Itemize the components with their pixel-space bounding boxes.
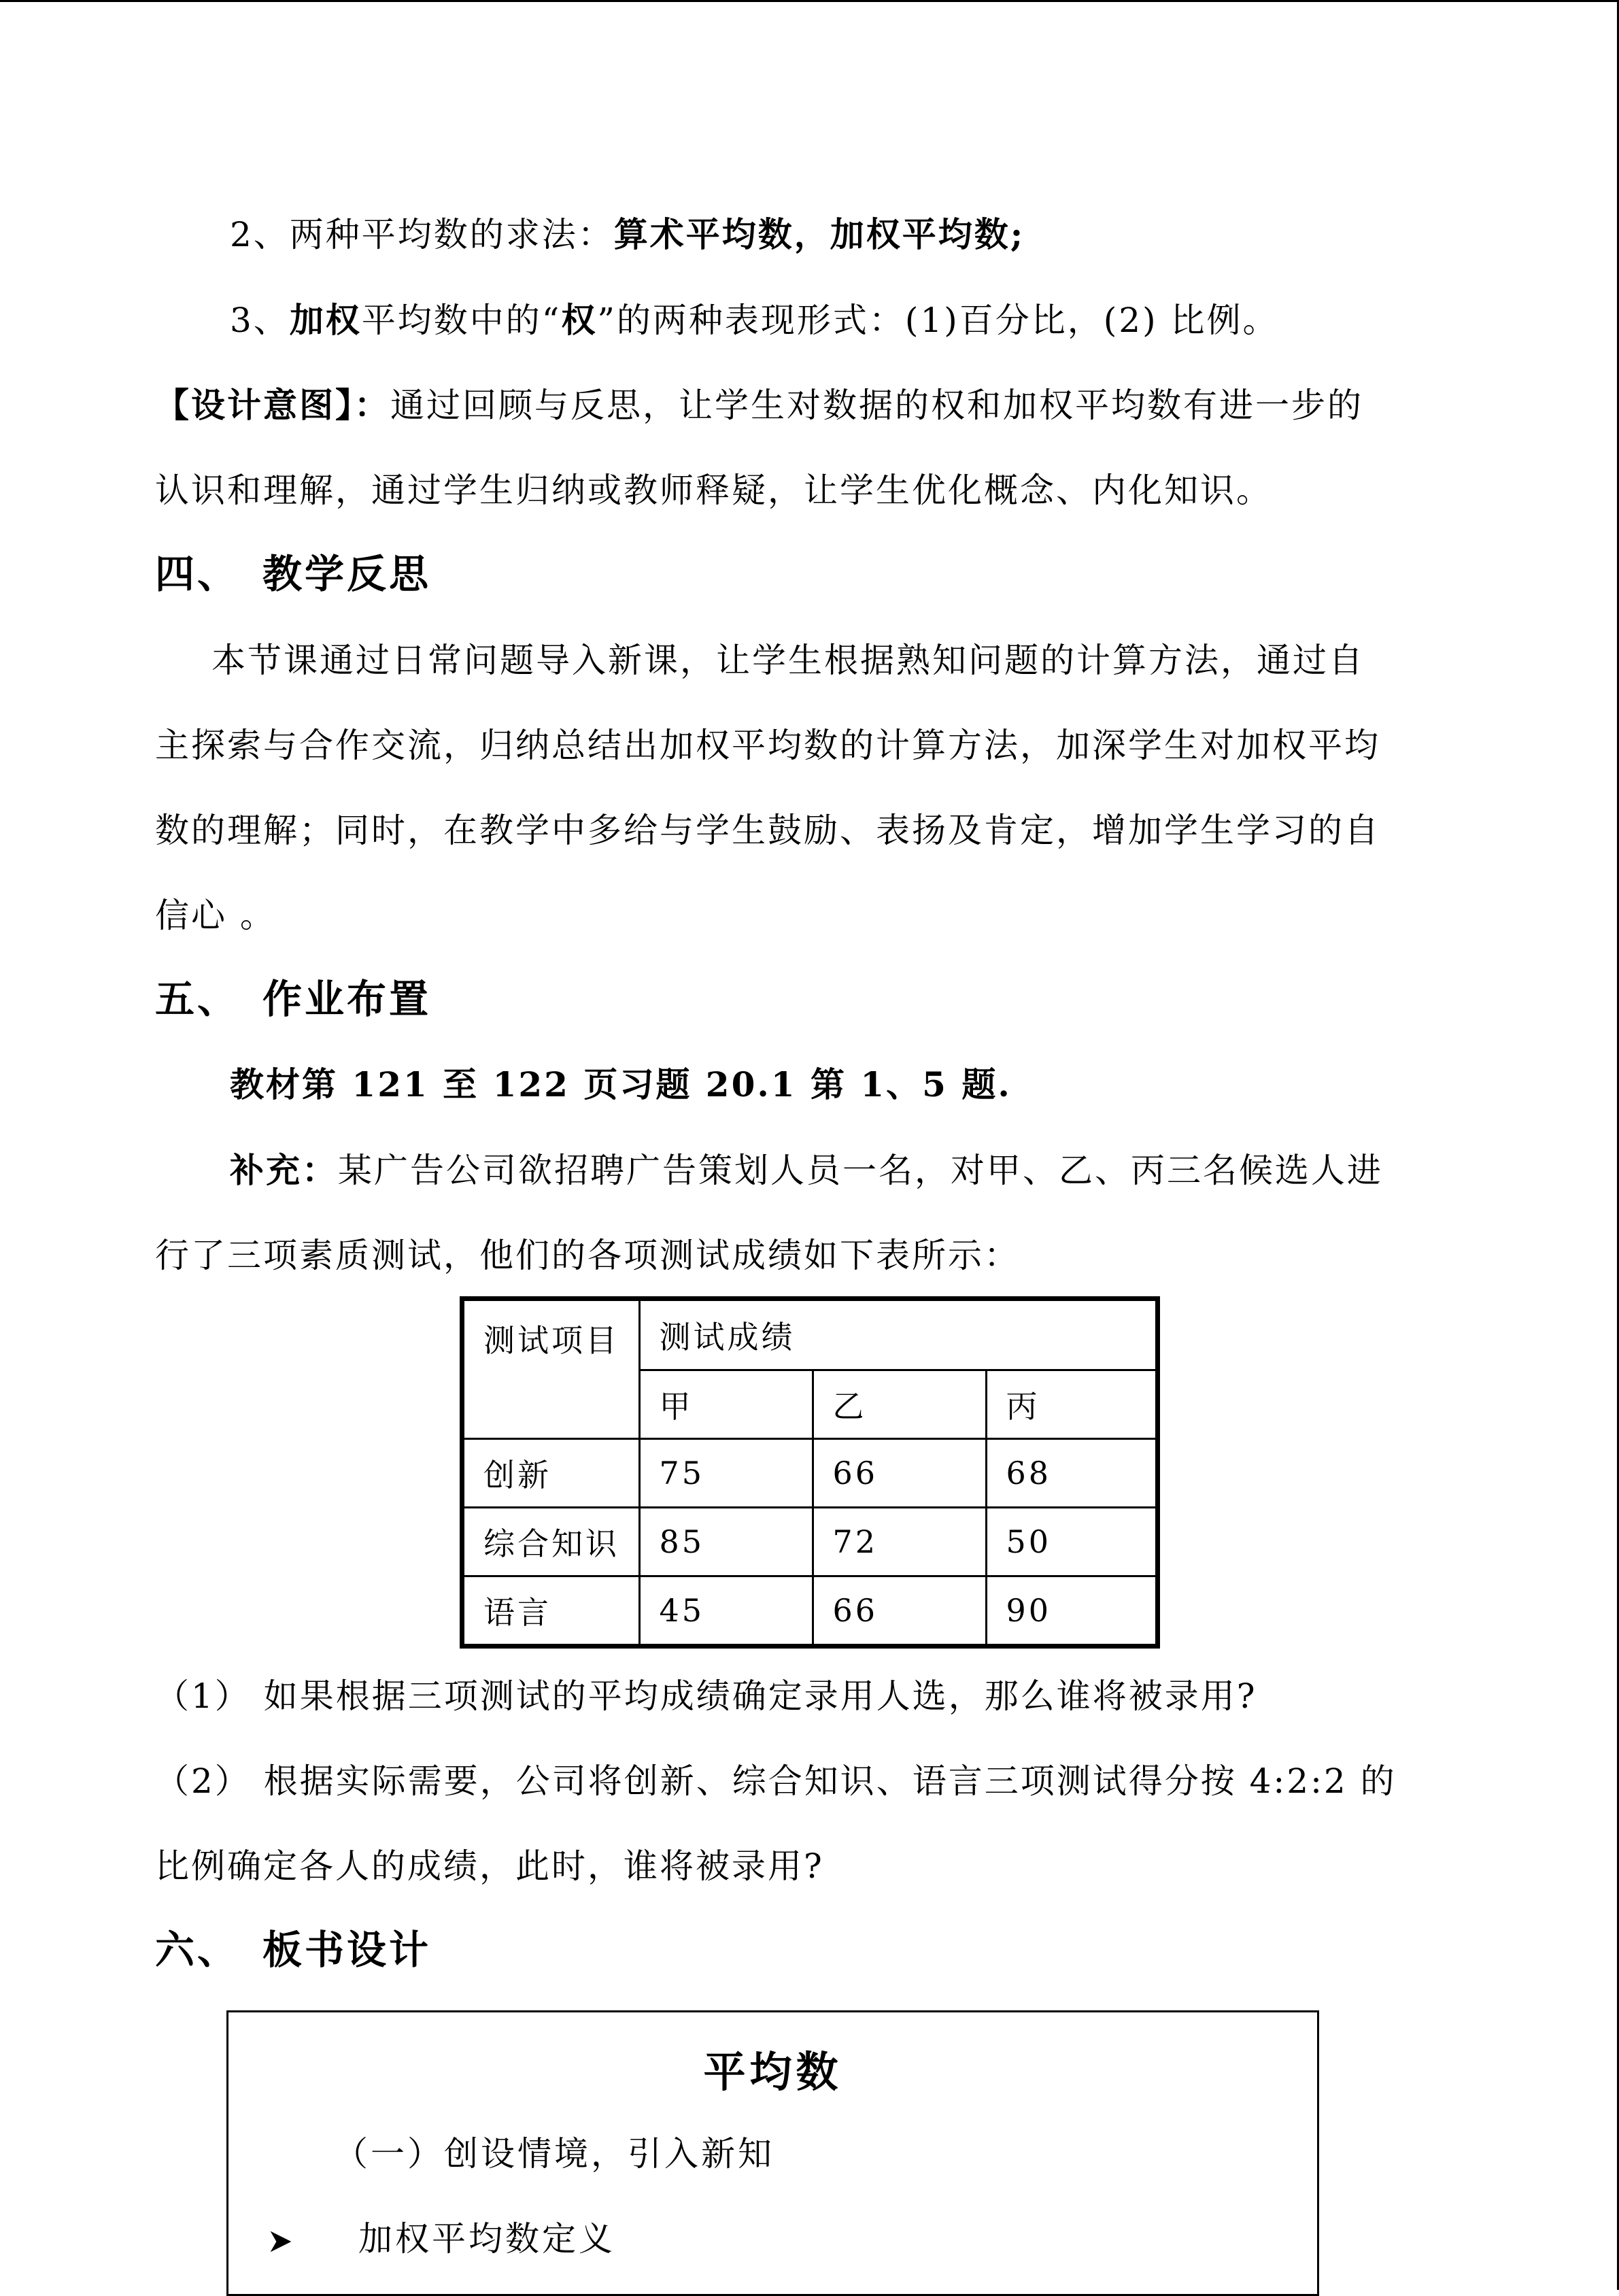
paragraph-weight-forms [230, 299, 1278, 342]
table-candidate-a: 甲 [639, 1370, 813, 1438]
question-2-line-2: 比例确定各人的成绩，此时，谁将被录用? [155, 1846, 824, 1886]
paragraph-averages-methods [230, 213, 1025, 256]
table-cell: 75 [639, 1438, 813, 1507]
text: 加权平均数定义 [358, 2219, 615, 2259]
bold-text: 加权 [289, 300, 362, 340]
table-cell: 68 [986, 1438, 1155, 1507]
section-title: 板书设计 [262, 1927, 432, 1973]
section-number: 六、 [155, 1927, 240, 1973]
reflection-line-2: 主探索与合作交流，归纳总结出加权平均数的计算方法，加深学生对加权平均 [155, 726, 1380, 765]
table-row [464, 1507, 1155, 1576]
arrow-bullet-icon [266, 2227, 296, 2257]
section-heading-homework [155, 975, 431, 1023]
table-cell-item: 综合知识 [464, 1507, 639, 1576]
table-cell: 50 [986, 1507, 1155, 1576]
section-number: 五、 [155, 976, 240, 1022]
section-heading-board-design [155, 1926, 431, 1974]
text: 2、两种平均数的求法： [230, 215, 614, 254]
question-2-line-1: （2） 根据实际需要，公司将创新、综合知识、语言三项测试得分按 4:2:2 的 [155, 1761, 1397, 1801]
table-candidate-b: 乙 [813, 1370, 986, 1438]
score-table [460, 1296, 1160, 1649]
table-cell: 66 [813, 1438, 986, 1507]
section-heading-reflection [155, 550, 431, 598]
table-cell: 85 [639, 1507, 813, 1576]
section-title: 教学反思 [262, 551, 432, 597]
table-row [464, 1576, 1155, 1644]
design-intent-line-2: 认识和理解，通过学生归纳或教师释疑，让学生优化概念、内化知识。 [155, 471, 1272, 510]
text: 通过回顾与反思，让学生对数据的权和加权平均数有进一步的 [390, 386, 1363, 425]
table-cell: 66 [813, 1576, 986, 1644]
design-intent-line-1 [155, 384, 1363, 427]
board-item-1: （一）创设情境，引入新知 [334, 2134, 774, 2174]
reflection-line-4: 信心 。 [155, 896, 276, 935]
text: 某广告公司欲招聘广告策划人员一名，对甲、乙、丙三名候选人进 [338, 1151, 1383, 1190]
table-cell: 90 [986, 1576, 1155, 1644]
table-cell: 45 [639, 1576, 813, 1644]
supplement-label: 补充： [230, 1150, 338, 1190]
reflection-line-3: 数的理解；同时，在教学中多给与学生鼓励、表扬及肯定，增加学生学习的自 [155, 811, 1380, 850]
table-row [464, 1438, 1155, 1507]
question-1: （1） 如果根据三项测试的平均成绩确定录用人选，那么谁将被录用? [155, 1676, 1257, 1716]
table-cell-item: 语言 [464, 1576, 639, 1644]
page-top-border [0, 0, 1619, 2]
board-title: 平均数 [703, 2047, 842, 2097]
table-cell: 72 [813, 1507, 986, 1576]
text: ”的两种表现形式：(1)百分比，(2) 比例。 [597, 301, 1279, 340]
design-intent-label: 【设计意图】： [155, 385, 390, 425]
supplement-line-1 [230, 1149, 1383, 1192]
board-bullet-1 [266, 2212, 615, 2261]
bold-text: 算术平均数，加权平均数; [613, 214, 1025, 254]
text: 3、 [230, 301, 290, 340]
table-cell-item: 创新 [464, 1438, 639, 1507]
homework-assignment: 教材第 121 至 122 页习题 20.1 第 1、5 题. [230, 1064, 1012, 1104]
table-header-score: 测试成绩 [639, 1301, 1155, 1370]
section-title: 作业布置 [262, 976, 432, 1022]
reflection-line-1: 本节课通过日常问题导入新课，让学生根据熟知问题的计算方法，通过自 [211, 641, 1365, 680]
supplement-line-2: 行了三项素质测试，他们的各项测试成绩如下表所示： [155, 1236, 1020, 1275]
section-number: 四、 [155, 551, 240, 597]
table-candidate-c: 丙 [986, 1370, 1155, 1438]
board-design-box [226, 2010, 1319, 2296]
table-header-item: 测试项目 [464, 1301, 639, 1438]
bold-text: 权 [561, 300, 598, 340]
text: 平均数中的“ [361, 301, 562, 340]
